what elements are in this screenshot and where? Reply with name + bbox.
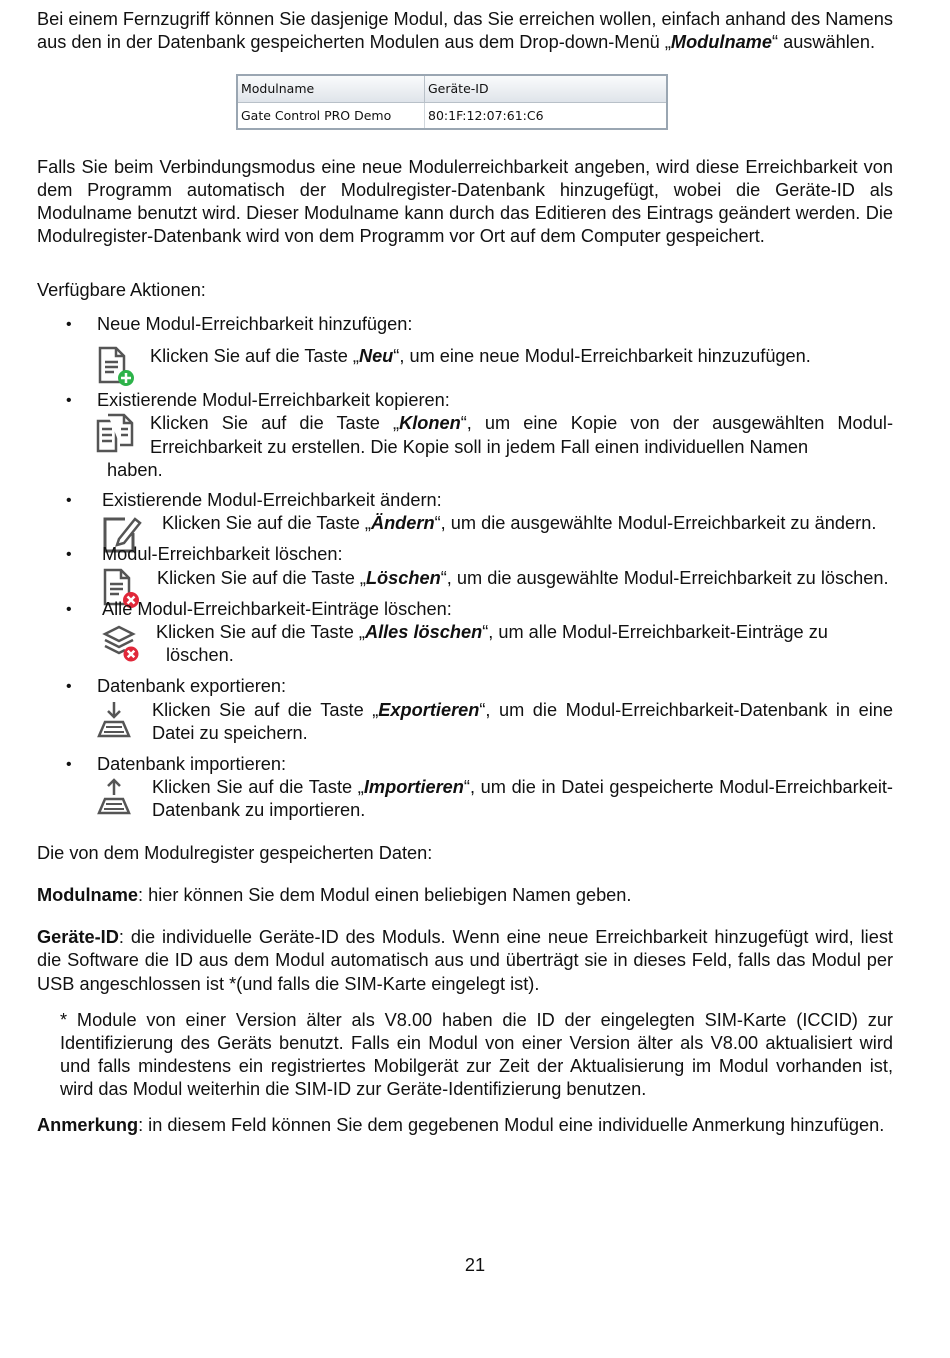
intro-text-end: “ auswählen. [771, 32, 876, 53]
column-header-geraete-id[interactable]: Geräte-ID [425, 75, 668, 102]
text: “, um die Modul-Erreichbarkeit-Datenbank in eine Datei zu speichern. [152, 699, 893, 743]
field-text: : hier können Sie dem Modul einen beliebigen Namen geben. [138, 884, 632, 905]
text: Klicken Sie auf die Taste „ [156, 622, 365, 643]
page-number: 21 [464, 1255, 486, 1275]
stored-data-heading: Die von dem Modulregister gespeicherten Daten: [37, 842, 433, 863]
bullet: • [66, 678, 72, 696]
text: Klicken Sie auf die Taste „ [152, 777, 364, 798]
button-name-importieren: Importieren [363, 777, 464, 798]
document-copy-icon [96, 413, 142, 459]
document-page [37, 8, 893, 1137]
connection-mode-paragraph: Falls Sie beim Verbindungsmodus eine neue Modulerreichbarkeit angeben, wird diese Erreichbarkeit von dem Programm automatisch der Modulregister-Datenbank hinzugefügt, wobei die Geräte-ID als Modulname benutzt wird. Dieser Modulname kann durch das Editieren des Eintrags geändert werden. Die Modulregister-Datenbank wird von dem Programm vor Ort auf dem Computer gespeichert. [37, 156, 893, 247]
button-name-aendern: Ändern [370, 513, 435, 534]
action-title: Neue Modul-Erreichbarkeit hinzufügen: [97, 313, 413, 334]
intro-text: Bei einem Fernzugriff können Sie dasjenige Modul, das Sie erreichen wollen, einfach anhand des Namens aus den in der Datenbank gespeicherten Modulen aus dem Drop-down-Menü „ [37, 9, 894, 53]
list-item [37, 489, 893, 535]
text: “, um eine neue Modul-Erreichbarkeit hinzuzufügen. [393, 346, 811, 367]
action-title: Datenbank importieren: [97, 754, 287, 775]
bullet: • [66, 315, 72, 333]
export-icon [96, 700, 142, 746]
bullet: • [66, 756, 72, 774]
action-text [150, 345, 893, 368]
intro-paragraph [37, 8, 893, 54]
field-anmerkung [37, 1114, 893, 1137]
button-name-neu: Neu [358, 346, 394, 367]
list-item [37, 313, 893, 368]
action-title: Existierende Modul-Erreichbarkeit ändern: [102, 490, 442, 511]
intro-keyword: Modulname [670, 32, 772, 53]
bullet: • [66, 600, 72, 618]
text: “, um alle Modul-Erreichbarkeit-Einträge zu [482, 622, 828, 643]
button-name-klonen: Klonen [399, 413, 461, 434]
bullet: • [66, 492, 72, 510]
module-table [236, 74, 668, 129]
field-label: Anmerkung [37, 1114, 139, 1135]
cell-geraete-id[interactable]: 80:1F:12:07:61:C6 [425, 102, 668, 129]
import-icon [96, 777, 142, 823]
bullet: • [66, 546, 72, 564]
text: Klicken Sie auf die Taste „ [150, 346, 359, 367]
action-text-tail: löschen. [166, 645, 234, 666]
actions-list [37, 313, 893, 823]
field-modulname [37, 884, 893, 907]
module-table-screenshot [236, 74, 668, 129]
action-description [37, 567, 893, 590]
action-text [162, 512, 893, 535]
field-label: Modulname [37, 884, 139, 905]
list-item [37, 389, 893, 482]
action-title: Modul-Erreichbarkeit löschen: [102, 544, 343, 565]
table-row[interactable] [237, 102, 667, 129]
layers-delete-icon [101, 622, 147, 668]
button-name-exportieren: Exportieren [378, 699, 480, 720]
text: Klicken Sie auf die Taste „ [162, 513, 371, 534]
action-title: Datenbank exportieren: [97, 676, 287, 697]
action-title: Alle Modul-Erreichbarkeit-Einträge löschen: [102, 598, 452, 619]
text: “, um eine Kopie von der ausgewählten Modul-Erreichbarkeit zu erstellen. Die Kopie soll in jedem Fall einen individuellen Namen [150, 413, 893, 457]
document-add-icon [96, 346, 142, 392]
action-text [152, 699, 893, 745]
action-description [37, 621, 893, 667]
action-text [157, 567, 893, 590]
list-item [37, 753, 893, 823]
text: Klicken Sie auf die Taste „ [152, 699, 379, 720]
text: “, um die ausgewählte Modul-Erreichbarkeit zu löschen. [440, 567, 889, 588]
cell-modulname[interactable]: Gate Control PRO Demo [237, 102, 425, 129]
action-text-tail: haben. [107, 459, 163, 480]
available-actions-heading: Verfügbare Aktionen: [37, 279, 206, 300]
column-header-modulname[interactable]: Modulname [237, 75, 425, 102]
action-description [37, 345, 893, 368]
action-text [152, 776, 893, 822]
action-description [37, 512, 893, 535]
list-item [37, 543, 893, 589]
text: “, um die ausgewählte Modul-Erreichbarkeit zu ändern. [434, 513, 877, 534]
action-description [37, 412, 893, 458]
action-description [37, 699, 893, 745]
list-item [37, 675, 893, 745]
action-description [37, 776, 893, 822]
text: “, um die in Datei gespeicherte Modul-Erreichbarkeit-Datenbank zu importieren. [152, 777, 893, 821]
footnote: * Module von einer Version älter als V8.00 haben die ID der eingelegten SIM-Karte (ICCID) zur Identifizierung des Geräts benutzt. Falls ein Modul von einer Version älter als V8.00 aktualisiert wird und falls mindestens ein registriertes Mobilgerät zur Zeit der Aktualisierung im Modul vorhanden ist, wird das Modul weiterhin die SIM-ID zur Geräte-Identifizierung benutzen. [60, 1009, 893, 1100]
field-text: : die individuelle Geräte-ID des Moduls. Wenn eine neue Erreichbarkeit hinzugefügt wird, liest die Software die ID aus dem Modul automatisch aus und überträgt sie in dieses Feld, falls das Modul per USB angeschlossen ist *(und falls die SIM-Karte eingelegt ist). [37, 927, 893, 994]
button-name-loeschen: Löschen [365, 567, 441, 588]
button-name-alles-loeschen: Alles löschen [364, 622, 483, 643]
field-label: Geräte-ID [37, 927, 119, 948]
text: Klicken Sie auf die Taste „ [157, 567, 366, 588]
text: Klicken Sie auf die Taste „ [150, 413, 400, 434]
action-text [156, 621, 893, 644]
action-text [150, 412, 893, 458]
list-item [37, 598, 893, 668]
field-text: : in diesem Feld können Sie dem gegebenen Modul eine individuelle Anmerkung hinzufügen. [138, 1114, 885, 1135]
action-title: Existierende Modul-Erreichbarkeit kopieren: [97, 390, 450, 411]
field-geraete-id [37, 926, 893, 996]
bullet: • [66, 392, 72, 410]
